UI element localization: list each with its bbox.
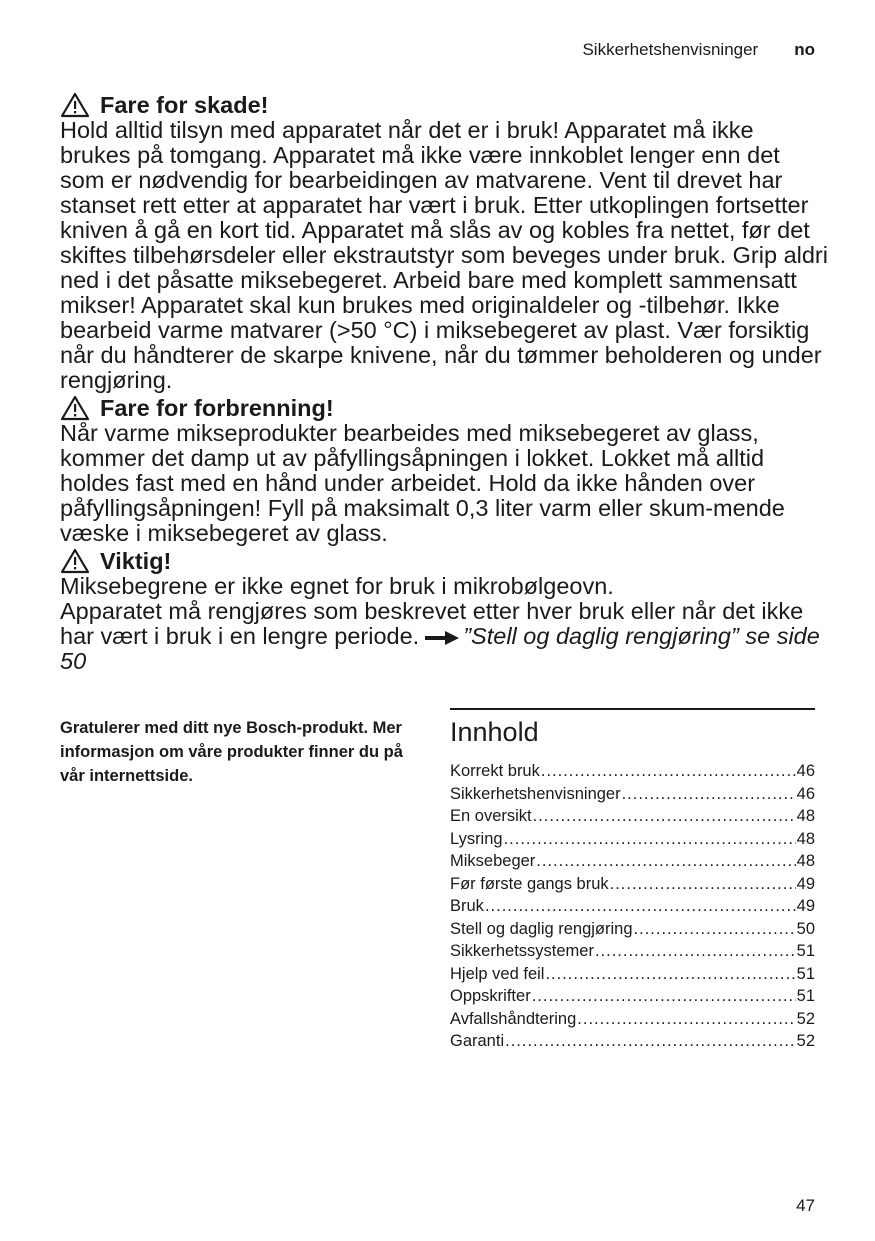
- toc-entry-page: 50: [796, 919, 815, 938]
- toc-leader-dots: [634, 918, 796, 941]
- toc-entry-page: 51: [796, 942, 815, 960]
- toc-entry-label: En oversikt: [450, 807, 532, 825]
- toc-entry[interactable]: [450, 985, 815, 1008]
- toc-entry[interactable]: [450, 963, 815, 986]
- toc-leader-dots: [505, 1030, 796, 1053]
- toc-entry-label: Hjelp ved feil: [450, 964, 545, 983]
- toc-entry-label: Bruk: [450, 897, 484, 915]
- arrow-right-icon: [425, 631, 459, 645]
- toc-entry[interactable]: [450, 1008, 815, 1031]
- toc-leader-dots: [577, 1008, 795, 1031]
- warning-triangle-icon: [60, 92, 90, 118]
- page-number: 47: [796, 1196, 815, 1215]
- table-of-contents: [450, 708, 815, 1053]
- cross-reference-link[interactable]: ”Stell og daglig rengjøring” se side 50: [60, 623, 820, 674]
- warning-important-line2-text: Apparatet må rengjøres som beskrevet etter hver bruk eller når det ikke har vært i bruk i en lengre periode.: [60, 598, 804, 649]
- toc-leader-dots: [595, 940, 796, 963]
- toc-leader-dots: [610, 873, 796, 896]
- toc-entry-label: Før første gangs bruk: [450, 874, 609, 893]
- toc-list: [450, 760, 815, 1053]
- warning-triangle-icon: [60, 548, 90, 574]
- toc-entry-page: 51: [796, 964, 815, 983]
- toc-entry[interactable]: [450, 850, 815, 873]
- toc-entry[interactable]: [450, 940, 815, 963]
- toc-entry-page: 46: [796, 784, 815, 803]
- warning-injury-title: Fare for skade!: [100, 91, 269, 118]
- intro-note: Gratulerer med ditt nye Bosch-produkt. Mer informasjon om våre produkter finner du på vår internettside.: [60, 719, 403, 785]
- toc-entry-page: 48: [796, 829, 815, 848]
- toc-entry-label: Sikkerhetssystemer: [450, 942, 594, 960]
- toc-leader-dots: [536, 850, 795, 873]
- toc-leader-dots: [504, 828, 796, 851]
- toc-entry-label: Sikkerhetshenvisninger: [450, 784, 621, 803]
- toc-entry-label: Oppskrifter: [450, 987, 531, 1005]
- toc-entry-page: 48: [796, 807, 815, 825]
- language-code: no: [794, 40, 815, 59]
- toc-entry-label: Avfallshåndtering: [450, 1009, 577, 1028]
- toc-entry-label: Korrekt bruk: [450, 762, 540, 780]
- warning-important-line2: [60, 599, 830, 674]
- warning-injury-heading: [60, 92, 830, 118]
- toc-leader-dots: [532, 985, 796, 1008]
- safety-notes: [60, 90, 830, 674]
- toc-entry-label: Stell og daglig rengjøring: [450, 919, 633, 938]
- warning-burn-text: Når varme mikseprodukter bearbeides med miksebegeret av glass, kommer det damp ut av påfyllingsåpningen i lokket. Lokket må alltid holdes fast med en hånd under arbeidet. Hold da ikke hånden over påfyllingsåpningen! Fyll på maksimalt 0,3 liter varm eller skum-mende væske i miksebegeret av glass.: [60, 420, 785, 546]
- toc-leader-dots: [545, 963, 795, 986]
- toc-entry-page: 49: [796, 897, 815, 915]
- toc-entry-label: Lysring: [450, 829, 503, 848]
- toc-entry-label: Miksebeger: [450, 852, 536, 870]
- toc-entry-page: 46: [796, 762, 815, 780]
- toc-entry-page: 52: [796, 1032, 815, 1050]
- toc-leader-dots: [622, 783, 796, 806]
- section-title: Sikkerhetshenvisninger: [582, 40, 759, 59]
- toc-entry-label: Garanti: [450, 1032, 505, 1050]
- toc-leader-dots: [541, 760, 796, 783]
- toc-entry-page: 49: [796, 874, 815, 893]
- warning-triangle-icon: [60, 395, 90, 421]
- warning-important-heading: [60, 548, 830, 574]
- warning-important-line1: Miksebegrene er ikke egnet for bruk i mikrobølgeovn.: [60, 573, 614, 599]
- toc-entry[interactable]: [450, 873, 815, 896]
- toc-title: Innhold: [450, 717, 539, 747]
- toc-entry[interactable]: [450, 1030, 815, 1053]
- toc-entry[interactable]: [450, 783, 815, 806]
- toc-entry[interactable]: [450, 828, 815, 851]
- toc-leader-dots: [485, 895, 796, 918]
- toc-entry-page: 48: [796, 852, 815, 870]
- warning-injury-text: Hold alltid tilsyn med apparatet når det er i bruk! Apparatet må ikke brukes på tomgang. Apparatet må ikke være innkoblet lenger enn det som er nødvendig for bearbeidingen av matvarene. Vent til drevet har stanset rett etter at apparatet har vært i bruk. Etter utkoplingen fortsetter kniven å gå en kort tid. Apparatet må slås av og kobles fra nettet, før det skiftes tilbehørsdeler eller ekstrautstyr som beveges under bruk. Grip aldri ned i det påsatte miksebegeret. Arbeid bare med komplett sammensatt mikser! Apparatet skal kun brukes med originaldeler og -tilbehør. Ikke bearbeid varme matvarer (>50 °C) i miksebegeret av plast. Vær forsiktig når du håndterer de skarpe knivene, når du tømmer beholderen og under rengjøring.: [60, 117, 828, 393]
- toc-entry-page: 51: [796, 987, 815, 1005]
- page-header: [582, 40, 815, 60]
- toc-entry[interactable]: [450, 918, 815, 941]
- toc-entry[interactable]: [450, 895, 815, 918]
- toc-entry[interactable]: [450, 805, 815, 828]
- toc-entry[interactable]: [450, 760, 815, 783]
- warning-burn-heading: [60, 395, 830, 421]
- toc-leader-dots: [533, 805, 796, 828]
- toc-entry-page: 52: [796, 1009, 815, 1028]
- warning-important-title: Viktig!: [100, 547, 172, 574]
- warning-burn-title: Fare for forbrenning!: [100, 394, 334, 421]
